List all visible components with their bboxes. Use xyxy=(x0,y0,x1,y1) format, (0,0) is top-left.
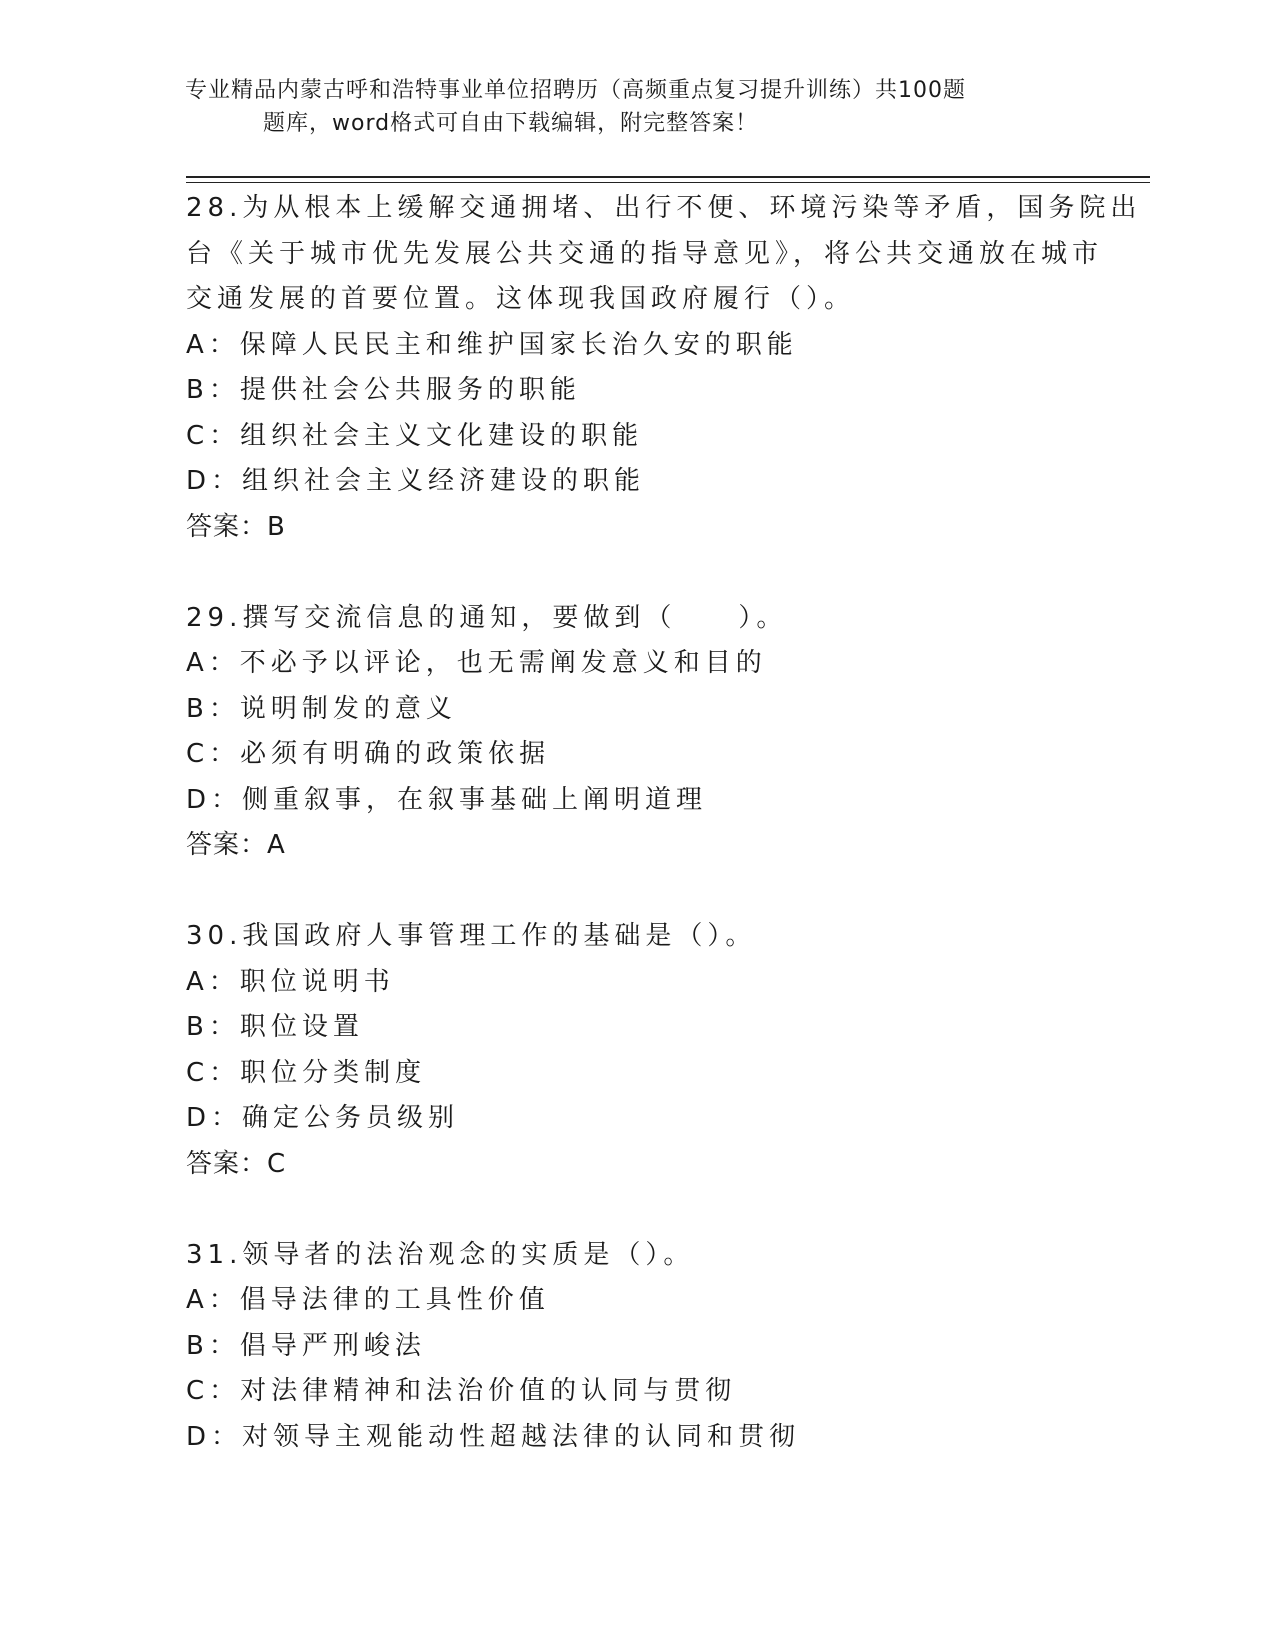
question-31 xyxy=(186,1233,1086,1461)
option-c: C：组织社会主义文化建设的职能 xyxy=(186,420,644,451)
option-d: D：对领导主观能动性超越法律的认同和贯彻 xyxy=(186,1421,801,1452)
question-30 xyxy=(186,914,1086,1187)
spacer xyxy=(186,869,1086,915)
question-text-line: 29.撰写交流信息的通知，要做到（ ）。 xyxy=(186,602,788,633)
question-text-line: 30.我国政府人事管理工作的基础是（）。 xyxy=(186,921,757,951)
question-text-line: 交通发展的首要位置。这体现我国政府履行（）。 xyxy=(186,284,856,314)
option-d: D：侧重叙事，在叙事基础上阐明道理 xyxy=(186,784,708,815)
question-list xyxy=(186,186,1142,1460)
question-text-line: 28.为从根本上缓解交通拥堵、出行不便、环境污染等矛盾，国务院出 xyxy=(186,193,1142,223)
answer: 答案：A xyxy=(186,830,286,860)
option-b: B：倡导严刑峻法 xyxy=(186,1330,426,1361)
spacer xyxy=(186,1187,1086,1233)
answer: 答案：B xyxy=(186,511,286,542)
option-b: B：职位设置 xyxy=(186,1012,364,1042)
option-a: A：倡导法律的工具性价值 xyxy=(186,1285,550,1315)
option-a: A：职位说明书 xyxy=(186,966,395,997)
option-c: C：必须有明确的政策依据 xyxy=(186,739,551,769)
question-29 xyxy=(186,596,1086,869)
option-a: A：不必予以评论，也无需阐发意义和目的 xyxy=(186,648,767,678)
option-d: D：组织社会主义经济建设的职能 xyxy=(186,466,646,496)
header-line-1: 专业精品内蒙古呼和浩特事业单位招聘历（高频重点复习提升训练）共100题 xyxy=(185,78,966,103)
option-c: C：对法律精神和法治价值的认同与贯彻 xyxy=(186,1376,737,1406)
option-b: B：提供社会公共服务的职能 xyxy=(186,375,581,405)
header-line-2: 题库，word格式可自由下载编辑，附完整答案！ xyxy=(263,111,759,136)
header-divider-thick xyxy=(186,176,1150,178)
document-header xyxy=(185,74,1065,140)
question-text-line: 31.领导者的法治观念的实质是（）。 xyxy=(186,1239,695,1270)
question-28 xyxy=(186,186,1142,550)
option-a: A：保障人民民主和维护国家长治久安的职能 xyxy=(186,329,798,360)
option-b: B：说明制发的意义 xyxy=(186,693,457,724)
option-c: C：职位分类制度 xyxy=(186,1057,427,1088)
header-divider-thin xyxy=(186,182,1150,183)
question-text-line: 台《关于城市优先发展公共交通的指导意见》，将公共交通放在城市 xyxy=(186,238,1104,269)
answer: 答案：C xyxy=(186,1148,287,1179)
spacer xyxy=(186,550,1086,596)
option-d: D：确定公务员级别 xyxy=(186,1103,460,1133)
